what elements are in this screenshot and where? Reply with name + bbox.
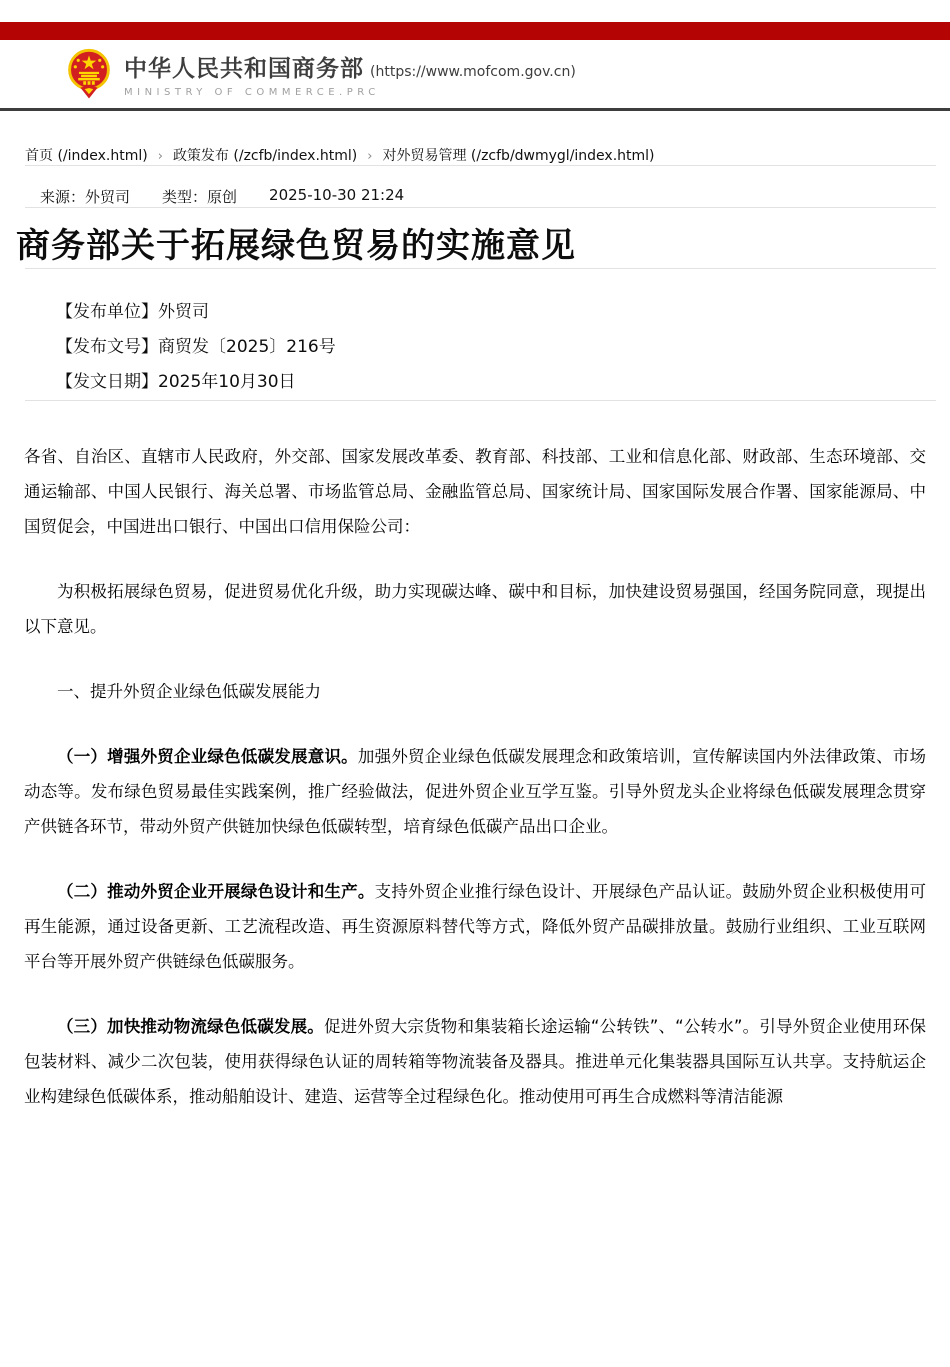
article-paragraph: （一）增强外贸企业绿色低碳发展意识。加强外贸企业绿色低碳发展理念和政策培训，宣传解读国内外法律政策、市场动态等。发布绿色贸易最佳实践案例，推广经验做法，促进外贸企业互学互鉴。引导外贸龙头企业将绿色低碳发展理念贯穿产供链各环节，带动外贸产供链加快绿色低碳转型，培育绿色低碳产品出口企业。 [24, 747, 927, 836]
breadcrumb-link[interactable]: 政策发布 (/zcfb/index.html) [172, 148, 358, 164]
site-name-en: MINISTRY OF COMMERCE.PRC [124, 87, 380, 98]
divider [25, 165, 936, 166]
divider [25, 400, 936, 401]
article-paragraph: （二）推动外贸企业开展绿色设计和生产。支持外贸企业推行绿色设计、开展绿色产品认证。鼓励外贸企业积极使用可再生能源，通过设备更新、工艺流程改造、再生资源原料替代等方式，降低外贸产品碳排放量。鼓励行业组织、工业互联网平台等开展外贸产供链绿色低碳服务。 [24, 882, 927, 971]
top-right-red-block [878, 22, 950, 34]
paragraph-lead: （一）增强外贸企业绿色低碳发展意识。 [57, 747, 358, 766]
breadcrumb-separator: › [367, 149, 373, 164]
breadcrumb-link[interactable]: 对外贸易管理 (/zcfb/dwmygl/index.html) [382, 148, 655, 164]
china-national-emblem-icon [66, 48, 112, 100]
article-info [56, 295, 936, 400]
header-divider-line [0, 108, 950, 111]
meta-type: 类型：原创 [162, 188, 238, 206]
paragraph-lead: （二）推动外贸企业开展绿色设计和生产。 [57, 882, 375, 901]
article-info-line: 【发布单位】外贸司 [56, 302, 209, 322]
breadcrumb-link[interactable]: 首页 (/index.html) [25, 148, 148, 164]
article-info-line: 【发布文号】商贸发〔2025〕216号 [56, 337, 336, 357]
paragraph-lead: （三）加快推动物流绿色低碳发展。 [57, 1017, 324, 1036]
article-paragraph: （三）加快推动物流绿色低碳发展。促进外贸大宗货物和集装箱长途运输“公转铁”、“公转水”。引导外贸企业使用环保包装材料、减少二次包装，使用获得绿色认证的周转箱等物流装备及器具。推进单元化集装器具国际互认共享。支持航运企业构建绿色低碳体系，推动船舶设计、建造、运营等全过程绿色化。推动使用可再生合成燃料等清洁能源 [24, 1017, 927, 1106]
article-paragraph: 一、提升外贸企业绿色低碳发展能力 [57, 682, 321, 701]
meta-source: 来源：外贸司 [40, 188, 131, 206]
site-url: (https://www.mofcom.gov.cn) [370, 64, 576, 80]
article-meta [40, 186, 936, 207]
divider [25, 268, 936, 269]
article-paragraph: 各省、自治区、直辖市人民政府，外交部、国家发展改革委、教育部、科技部、工业和信息化部、财政部、生态环境部、交通运输部、中国人民银行、海关总署、市场监管总局、金融监管总局、国家统计局、国家国际发展合作署、国家能源局、中国贸促会，中国进出口银行、中国出口信用保险公司： [24, 447, 926, 536]
meta-datetime: 2025-10-30 21:24 [269, 186, 405, 204]
breadcrumb [25, 145, 936, 165]
top-red-bar [0, 22, 950, 40]
site-name: 中华人民共和国商务部 [124, 56, 364, 82]
article-body [24, 439, 926, 1114]
site-header [0, 40, 950, 108]
breadcrumb-separator: › [157, 149, 163, 164]
article-info-line: 【发文日期】2025年10月30日 [56, 372, 296, 392]
article-title: 商务部关于拓展绿色贸易的实施意见 [16, 226, 576, 266]
article-paragraph: 为积极拓展绿色贸易，促进贸易优化升级，助力实现碳达峰、碳中和目标，加快建设贸易强国，经国务院同意，现提出以下意见。 [24, 582, 926, 636]
divider [25, 207, 936, 208]
